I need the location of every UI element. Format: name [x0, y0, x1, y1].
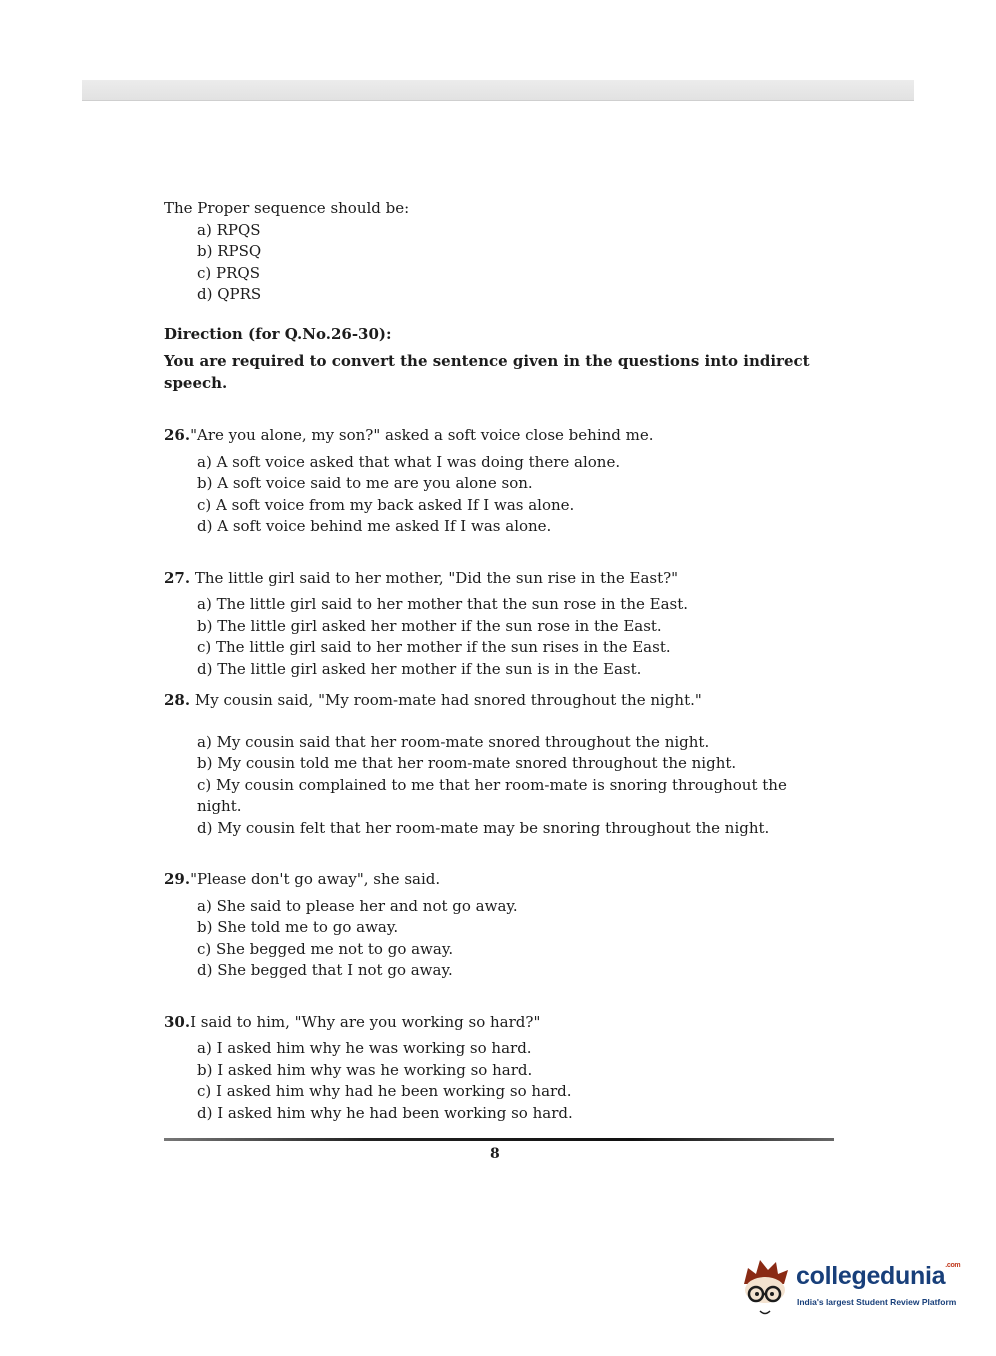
- sequence-option: a) RPQS: [197, 220, 261, 239]
- question-number: 29.: [164, 870, 191, 888]
- answer-option: c) The little girl said to her mother if the sun rises in the East.: [197, 638, 671, 656]
- answer-option: d) My cousin felt that her room-mate may be snoring throughout the night.: [197, 818, 770, 837]
- footer-rule: [164, 1138, 834, 1141]
- answer-option: c) My cousin complained to me that her room-mate is snoring throughout the night.: [197, 775, 787, 815]
- question-text: My cousin said, "My room-mate had snored throughout the night.": [190, 691, 702, 709]
- brand-name: [796, 1262, 960, 1291]
- sequence-option: d) QPRS: [197, 285, 262, 303]
- answer-option: a) A soft voice asked that what I was doing there alone.: [197, 452, 621, 471]
- answer-option: d) The little girl asked her mother if the sun is in the East.: [197, 659, 642, 678]
- question-number: 26.: [164, 426, 191, 444]
- page-number: 8: [490, 1146, 500, 1162]
- answer-option: c) I asked him why had he been working so hard.: [197, 1082, 572, 1100]
- question-text: "Please don't go away", she said.: [190, 870, 441, 888]
- answer-option: c) She begged me not to go away.: [197, 939, 454, 958]
- answer-option: a) She said to please her and not go away.: [197, 896, 518, 915]
- answer-option: a) My cousin said that her room-mate snored throughout the night.: [197, 732, 710, 751]
- question-number: 30.: [164, 1012, 191, 1031]
- sequence-option: c) PRQS: [197, 263, 260, 282]
- question-27: [164, 568, 844, 590]
- answer-option: a) The little girl said to her mother that the sun rose in the East.: [197, 595, 689, 613]
- sequence-option: b) RPSQ: [197, 242, 262, 260]
- answer-option: c) A soft voice from my back asked If I was alone.: [197, 495, 575, 514]
- collegedunia-watermark: [738, 1256, 968, 1326]
- brand-name-text: collegedunia: [796, 1262, 946, 1290]
- answer-option: b) She told me to go away.: [197, 918, 399, 936]
- mascot-icon: [738, 1256, 794, 1322]
- direction-title: Direction (for Q.No.26-30):: [164, 324, 392, 343]
- answer-option: d) A soft voice behind me asked If I was alone.: [197, 517, 552, 535]
- question-text: The little girl said to her mother, "Did the sun rise in the East?": [190, 568, 679, 587]
- question-26: [164, 425, 844, 447]
- answer-option: d) She begged that I not go away.: [197, 961, 453, 979]
- answer-option: d) I asked him why he had been working so hard.: [197, 1103, 573, 1122]
- answer-option: b) My cousin told me that her room-mate snored throughout the night.: [197, 754, 737, 772]
- question-number: 28.: [164, 691, 191, 709]
- scan-top-band: [82, 80, 914, 101]
- question-30: [164, 1012, 844, 1034]
- answer-option: b) A soft voice said to me are you alone son.: [197, 474, 533, 492]
- direction-text: You are required to convert the sentence given in the questions into indirect speech.: [164, 352, 810, 392]
- sequence-heading: The Proper sequence should be:: [164, 199, 410, 217]
- brand-tagline: India's largest Student Review Platform: [797, 1297, 957, 1307]
- answer-option: b) The little girl asked her mother if the sun rose in the East.: [197, 616, 662, 635]
- brand-suffix: .com: [945, 1262, 961, 1269]
- question-29: [164, 869, 844, 891]
- question-28: [164, 690, 844, 712]
- question-text: "Are you alone, my son?" asked a soft voice close behind me.: [190, 426, 654, 444]
- answer-option: a) I asked him why he was working so hard.: [197, 1039, 532, 1057]
- question-text: I said to him, "Why are you working so hard?": [190, 1012, 541, 1031]
- question-number: 27.: [164, 568, 191, 587]
- page-content: [164, 198, 844, 1124]
- answer-option: b) I asked him why was he working so hard.: [197, 1060, 533, 1079]
